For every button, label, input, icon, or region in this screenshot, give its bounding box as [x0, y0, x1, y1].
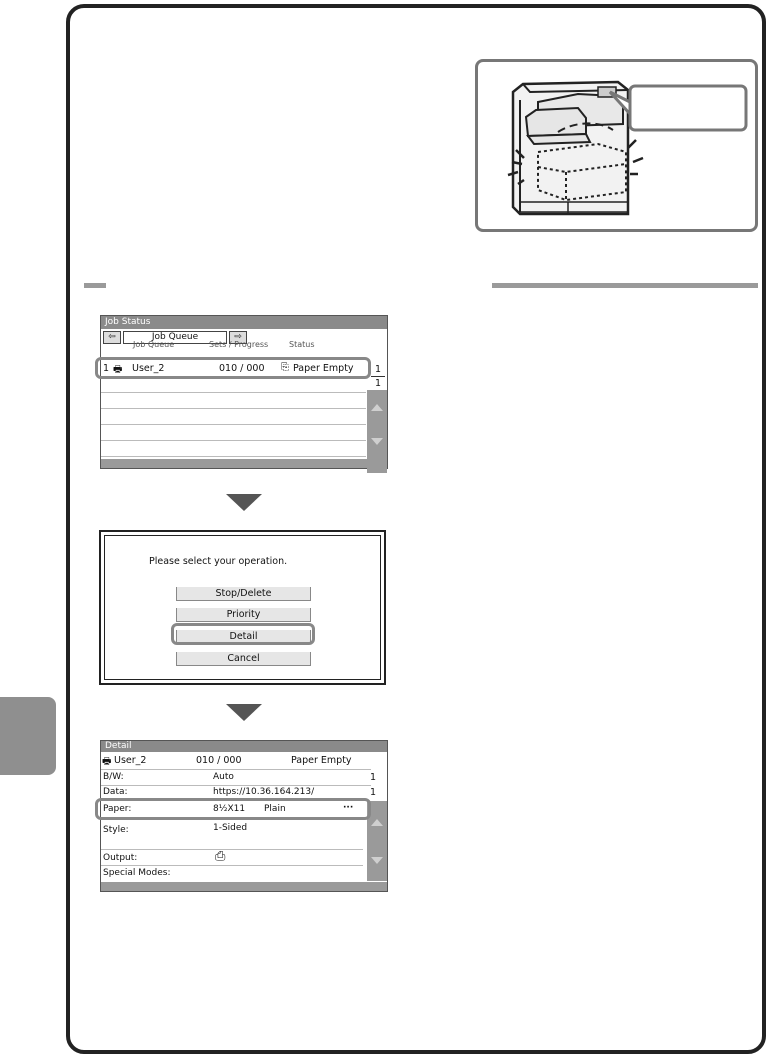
next-queue-button[interactable]: ⇨ — [229, 331, 247, 344]
job-row-highlight — [95, 357, 371, 379]
operation-dialog — [99, 530, 386, 685]
job-name: User_2 — [114, 755, 147, 766]
style-label: Style: — [103, 825, 129, 835]
paper-tray-icon: ⎘ — [281, 362, 289, 373]
job-progress: 010 / 000 — [196, 755, 242, 766]
data-label: Data: — [103, 787, 128, 797]
detail-button-highlight — [171, 623, 315, 645]
job-queue-button[interactable]: Job Queue — [123, 331, 227, 344]
row-divider — [101, 849, 363, 850]
page-divider — [371, 376, 385, 377]
bw-value: Auto — [213, 772, 234, 782]
scroll-down-icon[interactable] — [371, 438, 383, 445]
page-total: 1 — [374, 378, 381, 389]
job-progress: 010 / 000 — [219, 363, 265, 374]
column-headers — [101, 340, 371, 352]
step-arrow-icon — [226, 494, 262, 511]
column-header-progress: Sets / Progress — [209, 340, 269, 349]
style-value: 1-Sided — [213, 823, 248, 833]
row-divider — [101, 424, 366, 425]
printer-icon: 🖶 — [102, 756, 112, 767]
job-number: 1 — [103, 363, 110, 374]
screen-footer — [101, 459, 387, 468]
data-value: https://10.36.164.213/ — [213, 787, 315, 797]
dialog-message: Please select your operation. — [149, 556, 288, 567]
page-total: 1 — [369, 787, 376, 798]
screen-title: Detail — [101, 741, 387, 752]
screen-title: Job Status — [101, 316, 387, 329]
section-rule-right — [492, 283, 758, 288]
column-header-status: Status — [289, 340, 315, 349]
row-divider — [101, 456, 366, 457]
job-status-screen — [100, 315, 388, 469]
job-summary-row — [101, 754, 371, 768]
bw-label: B/W: — [103, 772, 124, 782]
output-label: Output: — [103, 853, 138, 863]
screen-footer — [101, 882, 387, 891]
section-rule-left — [84, 283, 106, 288]
step-arrow-icon — [226, 704, 262, 721]
job-status: Paper Empty — [291, 755, 352, 766]
page-current: 1 — [369, 772, 376, 783]
prev-queue-button[interactable]: ⇦ — [103, 331, 121, 344]
cancel-button[interactable]: Cancel — [176, 652, 311, 666]
paper-label: Paper: — [103, 804, 132, 814]
paper-type-value: Plain — [264, 804, 286, 814]
data-row — [101, 786, 369, 795]
scroll-down-icon[interactable] — [371, 857, 383, 864]
detail-button[interactable]: Detail — [176, 630, 311, 644]
printer-drawing — [478, 62, 761, 235]
column-header-job: Job Queue — [133, 340, 175, 349]
scroll-up-icon[interactable] — [371, 819, 383, 826]
page-current: 1 — [374, 364, 381, 375]
job-status: Paper Empty — [293, 363, 354, 374]
paper-row-highlight — [95, 798, 371, 820]
chapter-tab — [0, 697, 56, 775]
output-tray-icon: ⎙ — [215, 849, 226, 864]
printer-illustration — [475, 59, 758, 232]
stop-delete-button[interactable]: Stop/Delete — [176, 587, 311, 601]
paper-size-value: 8½X11 — [213, 804, 246, 814]
job-name: User_2 — [132, 363, 165, 374]
scroll-up-icon[interactable] — [371, 404, 383, 411]
special-modes-label: Special Modes: — [103, 868, 171, 878]
row-divider — [101, 865, 363, 866]
row-divider — [101, 392, 366, 393]
row-divider — [101, 440, 366, 441]
more-options-icon[interactable]: ··· — [343, 803, 354, 813]
row-divider — [101, 769, 371, 770]
printer-icon: 🖶 — [113, 364, 123, 375]
row-divider — [101, 408, 366, 409]
priority-button[interactable]: Priority — [176, 608, 311, 622]
